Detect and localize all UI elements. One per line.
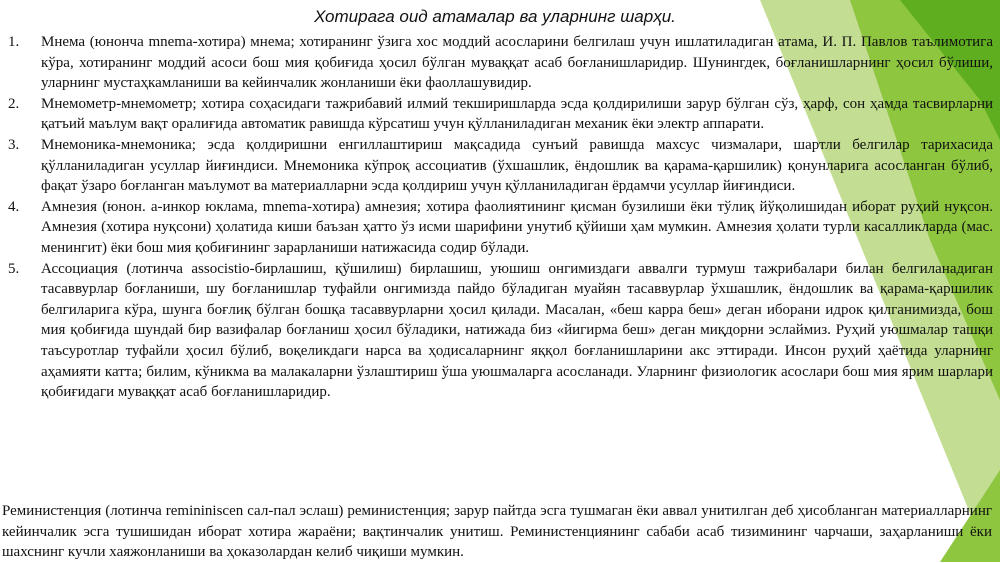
item-text: Мнемометр-мнемометр; хотира соҳасидаги тажрибавий илмий текширишларда эсда қолдирилиши зарур бўлган сўз, ҳарф, сон ҳамда тасвирларни қатъий маълум вақт оралиғида автоматик равишда кўрсатиш учун қўлланиладиган механик ёки электр аппарати. [41, 95, 993, 133]
item-number: 2. [8, 95, 20, 112]
item-text: Амнезия (юнон. а-инкор юклама, mnema-хотира) амнезия; хотира фаолиятининг қисман бузилиши ёки тўлиқ йўқолишидан иборат руҳий нуқсон. Амнезия (хотира нуқсони) ҳолатида киши баъзан ҳатто ўз исми шарифини унутиб қўйиши ҳам мумкин. Амнезия ҳолати турли касалликларда (мас. менингит) ёки бош мия қобиғининг зарарланиши натижасида содир бўлади. [41, 198, 993, 256]
terms-list [8, 32, 993, 403]
item-text: Мнемоника-мнемоника; эсда қолдиришни енгиллаштириш мақсадида сунъий равишда махсус чизмалари, шартли белгилар тарихасида қўлланиладиган усуллар йиғиндиси. Мнемоника кўпроқ ассоциатив (ўхшашлик, ёндошлик ва қарама-қаршилик) қонунларига асосланган бўлиб, фақат ўзаро боғланган маълумот ва материалларни эсда қолдириш учун қўлланиладиган ёрдамчи усуллар йиғиндиси. [41, 136, 993, 195]
list-item [8, 94, 993, 135]
item-number: 5. [8, 260, 20, 277]
list-item [8, 197, 993, 259]
item-number: 4. [8, 198, 20, 215]
item-text: Ассоциация (лотинча associstio-бирлашиш, қўшилиш) бирлашиш, уюшиш онгимиздаги аввалги турмуш тажрибалари билан белгиланадиган тасаввурлар боғланиши, шу боғланишлар туфайли онгимизда пайдо бўладиган муайян тасаввурлар ўхшашлик, ёндошлик ва қарама-қаршилик белгиларига кўра, шунга боғлиқ бўлган бошқа тасаввурларни ҳосил қилади. Масалан, «беш карра беш» деган иборани идрок қилганимизда, бош мия қобиғида шундай бир вазифалар боғланиш ҳосил бўладики, натижада биз «йигирма беш» деган миқдорни эслаймиз. Руҳий уюшмалар ташқи таъсуротлар туфайли ҳосил бўлиб, воқеликдаги нарса ва ҳодисаларнинг яққол боғланишларини акс эттиради. Инсон руҳий ҳаётида уларнинг аҳамияти катта; билим, кўникма ва малакаларни ўзлаштириш ўша уюшмаларга асосланади. Уларнинг физиологик асослари бош мия ярим шарлари қобиғидаги муваққат асаб боғланишларидир. [41, 260, 993, 401]
list-item [8, 32, 993, 94]
list-item [8, 135, 993, 197]
item-number: 1. [8, 34, 20, 50]
closing-paragraph: Реминистенция (лотинча remininiscen сал-пал эслаш) реминистенция; зарур пайтда эсга тушмаган ёки аввал унитилган деб ҳисобланган материалларнинг кейинчалик эсга тушишидан иборат хотира жараёни; вақтинчалик унитиш. Реминистенциянинг сабаби асаб тизимининг чарчаши, заҳарланиши ёки шахснинг кучли хаяжонланиши ва ҳоказолардан келиб чиқиши мумкин. [2, 503, 992, 561]
list-item [8, 259, 993, 403]
slide-title: Хотирага оид атамалар ва уларнинг шарҳи. [314, 7, 676, 26]
item-text: Мнема (юнонча mnema-хотира) мнема; хотиранинг ўзига хос моддий асосларини белгилаш учун ишлатиладиган атама, И. П. Павлов таълимотига кўра, хотиранинг моддий асоси бош мия қобиғида ҳосил бўлган муваққат асаб боғланишларидир. Шунингдек, боғланишларнинг ҳосил бўлиши, уларнинг мустаҳкамланиши ва кейинчалик жонланиши ёки фаоллашувидир. [41, 34, 993, 92]
item-number: 3. [8, 136, 20, 153]
